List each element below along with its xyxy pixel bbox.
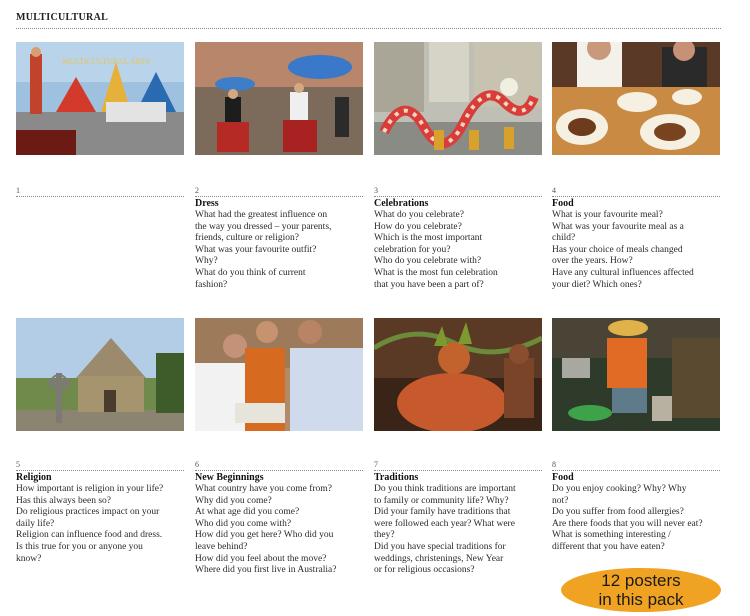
question-line: celebration for you? xyxy=(374,244,451,255)
cell-number: 3 xyxy=(374,186,378,195)
question-line: Did you have special traditions for xyxy=(374,541,506,552)
question-line: Who do you celebrate with? xyxy=(374,256,482,267)
question-line: What do you celebrate? xyxy=(374,210,464,220)
photo-celebrations-dragon xyxy=(374,42,542,155)
question-line: Why did you come? xyxy=(195,495,272,506)
question-line: daily life? xyxy=(16,518,55,529)
photo-caption-overlay: MULTICULTURAL ARTS xyxy=(62,57,150,66)
question-line: Have any cultural influences affected xyxy=(552,267,694,278)
question-line: What is your favourite meal? xyxy=(552,210,663,220)
question-line: over the years. How? xyxy=(552,256,633,267)
question-line: not? xyxy=(552,495,569,506)
cell-divider xyxy=(552,470,720,471)
cell-number: 2 xyxy=(195,186,199,195)
badge-line-2: in this pack xyxy=(598,590,684,609)
cell-number: 6 xyxy=(195,460,199,469)
question-line: At what age did you come? xyxy=(195,507,300,518)
cell-title: New Beginnings xyxy=(195,472,264,483)
question-line: friends, culture or religion? xyxy=(195,233,299,244)
cell-divider xyxy=(16,196,184,197)
question-line: Who did you come with? xyxy=(195,518,292,529)
posters-count-badge xyxy=(561,568,721,612)
cell-food-1 xyxy=(552,186,720,291)
question-line: What is something interesting / xyxy=(552,530,671,541)
question-line: to family or community life? Why? xyxy=(374,495,509,506)
question-line: different that you have eaten? xyxy=(552,541,665,552)
question-line: Are there foods that you will never eat? xyxy=(552,518,703,529)
question-line: How did you get here? Who did you xyxy=(195,530,334,541)
question-line: that you have been a part of? xyxy=(374,279,484,290)
cell-food-2 xyxy=(552,460,720,554)
question-line: What had the greatest influence on xyxy=(195,210,328,220)
question-line: child? xyxy=(552,233,576,244)
question-line: or for religious occasions? xyxy=(374,565,475,576)
cell-divider xyxy=(552,196,720,197)
question-line: How did you feel about the move? xyxy=(195,553,327,564)
cell-title: Celebrations xyxy=(374,198,429,209)
cell-title: Traditions xyxy=(374,472,419,483)
photo-dress-dancers xyxy=(195,42,363,155)
title-divider xyxy=(16,28,721,29)
cell-celebrations xyxy=(374,186,542,291)
cell-number: 4 xyxy=(552,186,556,195)
question-line: Do you enjoy cooking? Why? Why xyxy=(552,484,687,494)
cell-divider xyxy=(374,196,542,197)
question-line: Do religious practices impact on your xyxy=(16,507,160,518)
cell-number: 1 xyxy=(16,186,20,195)
question-line: Religion can influence food and dress. xyxy=(16,530,163,541)
question-line: your diet? Which ones? xyxy=(552,279,642,290)
question-line: What is the most fun celebration xyxy=(374,267,498,278)
photo-religion-chapel xyxy=(16,318,184,431)
cell-number: 7 xyxy=(374,460,378,469)
cell-religion xyxy=(16,460,184,565)
question-line: What was your favourite meal as a xyxy=(552,221,684,232)
cell-divider xyxy=(195,196,363,197)
cell-number: 8 xyxy=(552,460,556,469)
photo-food-dinner xyxy=(552,42,720,155)
cell-divider xyxy=(195,470,363,471)
question-line: were followed each year? What were xyxy=(374,518,515,529)
badge-line-1: 12 posters xyxy=(601,571,681,590)
question-line: Has this always been so? xyxy=(16,495,111,506)
cell-dress xyxy=(195,186,363,291)
question-line: What was your favourite outfit? xyxy=(195,244,317,255)
question-line: leave behind? xyxy=(195,541,248,552)
question-line: Did your family have traditions that xyxy=(374,507,511,518)
photo-food-cooking xyxy=(552,318,720,431)
cell-number: 5 xyxy=(16,460,20,469)
question-line: weddings, christenings, New Year xyxy=(374,553,504,564)
question-line: What country have you come from? xyxy=(195,484,332,494)
question-line: Is this true for you or anyone you xyxy=(16,541,143,552)
question-line: Why? xyxy=(195,256,218,267)
cell-1 xyxy=(16,186,184,198)
cell-divider xyxy=(16,470,184,471)
photo-traditions-dancer xyxy=(374,318,542,431)
question-line: Has your choice of meals changed xyxy=(552,244,683,255)
cell-new-beginnings xyxy=(195,460,363,577)
question-line: What do you think of current xyxy=(195,267,306,278)
question-line: Do you suffer from food allergies? xyxy=(552,507,684,518)
photo-new-beginnings-people xyxy=(195,318,363,431)
question-line: fashion? xyxy=(195,279,228,290)
question-line: they? xyxy=(374,530,395,541)
cell-traditions xyxy=(374,460,542,577)
cell-title: Food xyxy=(552,198,574,209)
cell-title: Religion xyxy=(16,472,52,483)
cell-divider xyxy=(374,470,542,471)
page-title: MULTICULTURAL xyxy=(16,12,109,23)
photo-festival-stage xyxy=(16,42,184,155)
question-line: Do you think traditions are important xyxy=(374,484,516,494)
question-line: know? xyxy=(16,553,42,564)
cell-title: Food xyxy=(552,472,574,483)
question-line: the way you dressed – your parents, xyxy=(195,221,332,232)
question-line: Which is the most important xyxy=(374,233,483,244)
question-line: How do you celebrate? xyxy=(374,221,462,232)
question-line: Where did you first live in Australia? xyxy=(195,565,337,576)
question-line: How important is religion in your life? xyxy=(16,484,164,494)
cell-title: Dress xyxy=(195,198,219,209)
